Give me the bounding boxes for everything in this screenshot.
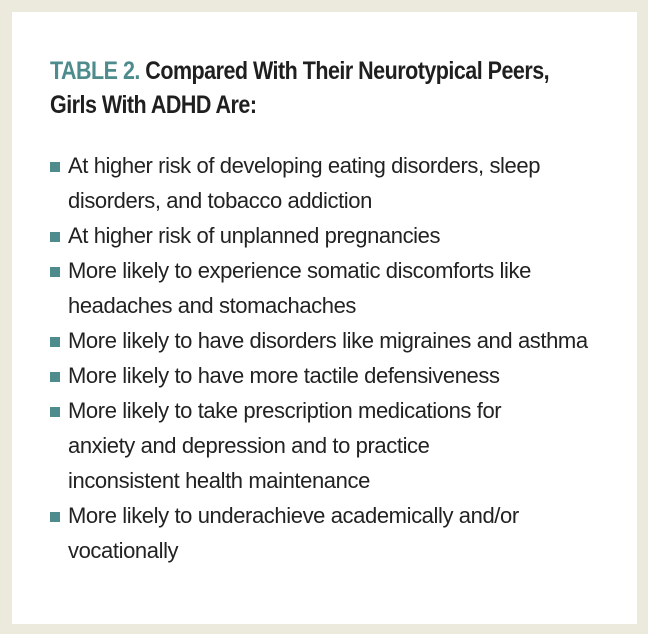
list-item <box>50 393 546 498</box>
list-item <box>50 498 616 568</box>
list-item <box>50 148 568 218</box>
table-number: TABLE 2. <box>50 57 140 85</box>
list-item-text: More likely to have more tactile defensiveness <box>68 363 500 388</box>
table-title-text: Compared With Their Neurotypical Peers, Girls With ADHD Are: <box>50 57 550 119</box>
list-item-text: More likely to have disorders like migraines and asthma <box>68 328 588 353</box>
table-title <box>50 54 600 122</box>
list-item <box>50 358 603 393</box>
list-item-text: More likely to underachieve academically and/or vocationally <box>68 503 519 563</box>
square-bullet-icon <box>50 267 60 277</box>
list-item <box>50 253 588 323</box>
table-card <box>12 12 637 624</box>
list-item-text: At higher risk of unplanned pregnancies <box>68 223 441 248</box>
square-bullet-icon <box>50 372 60 382</box>
list-item <box>50 323 598 358</box>
square-bullet-icon <box>50 232 60 242</box>
square-bullet-icon <box>50 337 60 347</box>
findings-list <box>50 148 616 568</box>
square-bullet-icon <box>50 512 60 522</box>
list-item-text: At higher risk of developing eating disorders, sleep disorders, and tobacco addiction <box>68 153 541 213</box>
list-item-text: More likely to take prescription medications for anxiety and depression and to practice inconsistent health maintenance <box>68 398 502 493</box>
square-bullet-icon <box>50 407 60 417</box>
list-item <box>50 218 603 253</box>
list-item-text: More likely to experience somatic discomforts like headaches and stomachaches <box>68 258 531 318</box>
square-bullet-icon <box>50 162 60 172</box>
